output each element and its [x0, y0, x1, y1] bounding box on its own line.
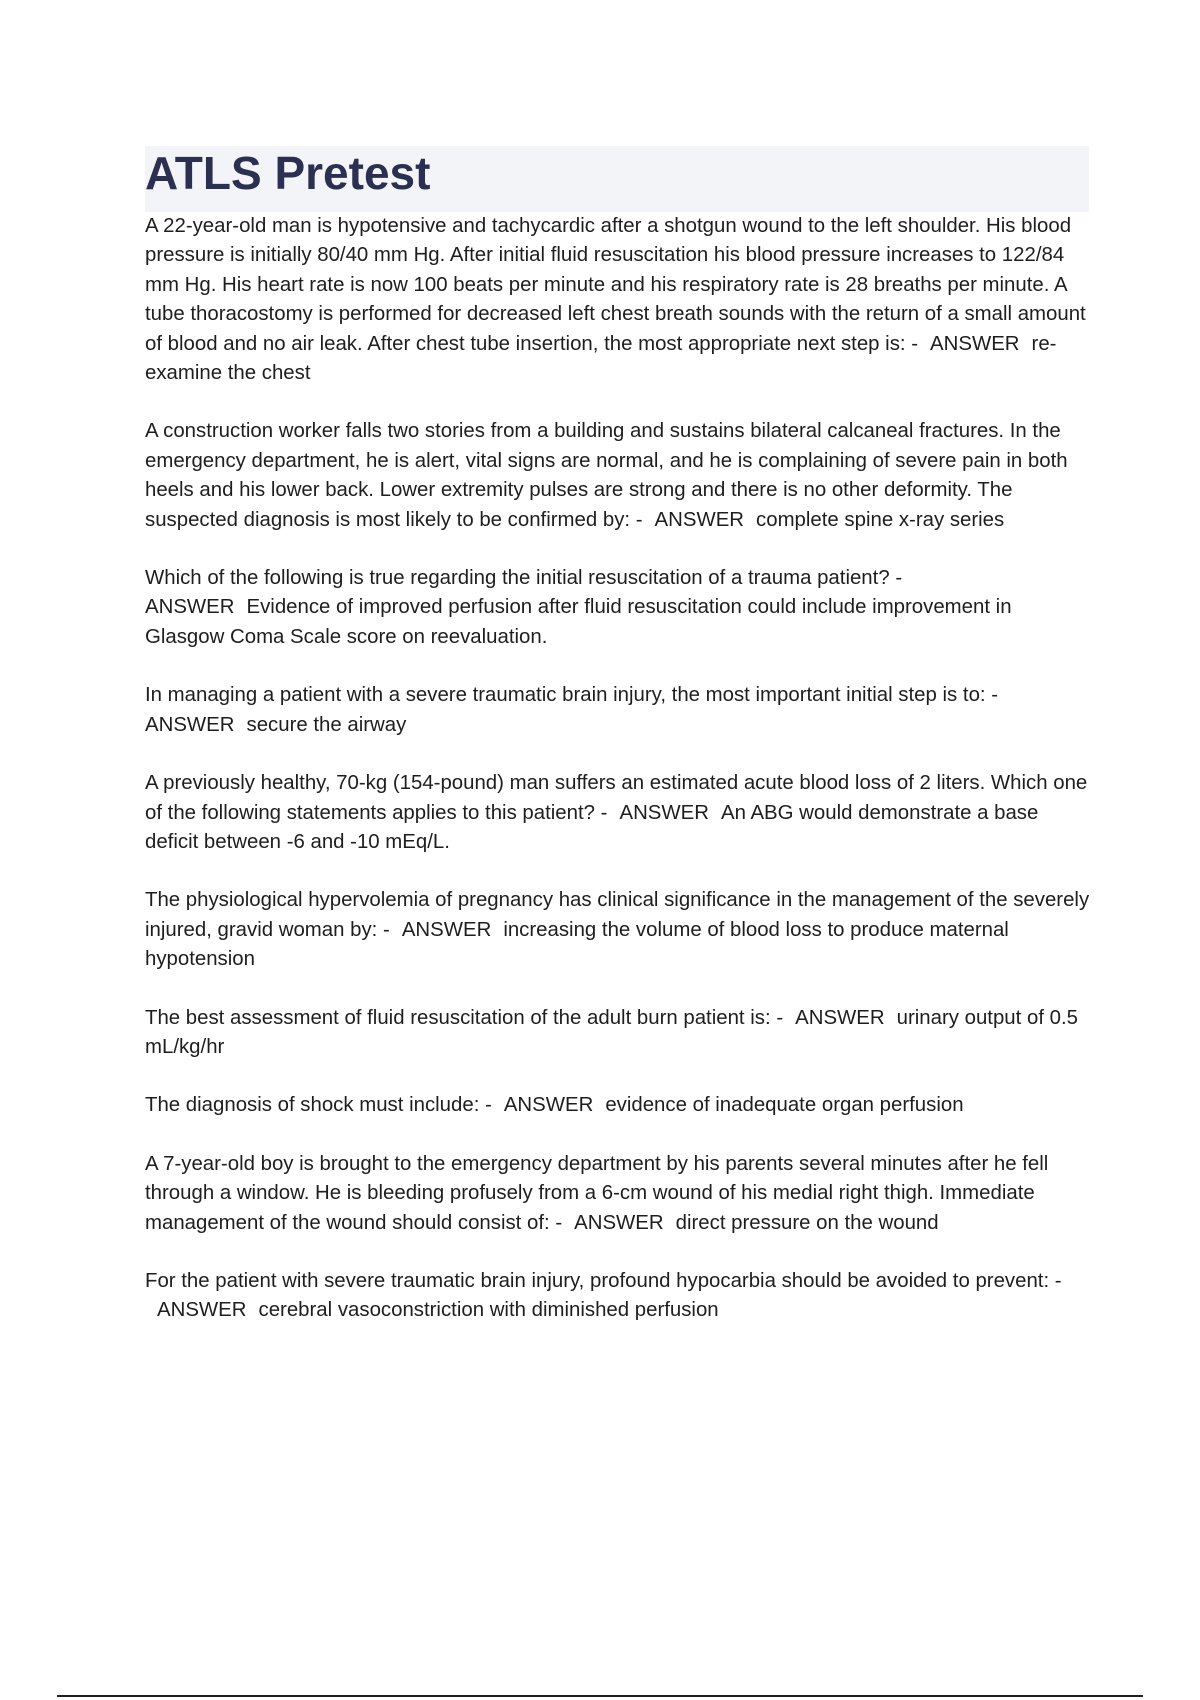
- qa-item: [145, 1267, 1095, 1326]
- document-title: ATLS Pretest: [145, 147, 431, 199]
- qa-question: The best assessment of fluid resuscitation of the adult burn patient is: -: [145, 1006, 784, 1029]
- qa-item: [145, 1150, 1095, 1238]
- qa-list: [145, 212, 1095, 1355]
- answer-label: ANSWER: [145, 713, 235, 736]
- qa-answer: urinary output of 0.5 mL/kg/hr: [145, 1006, 1078, 1058]
- qa-answer: An ABG would demonstrate a base deficit between -6 and -10 mEq/L.: [145, 801, 1039, 853]
- answer-label: ANSWER: [795, 1006, 885, 1029]
- qa-answer: direct pressure on the wound: [675, 1211, 939, 1234]
- qa-item: [145, 212, 1095, 388]
- qa-question: A construction worker falls two stories from a building and sustains bilateral calcaneal fractures. In the emergency department, he is alert, vital signs are normal, and he is complaining of severe pain in both heels and his lower back. Lower extremity pulses are strong and there is no other deformity. The suspected diagnosis is most likely to be confirmed by: -: [145, 420, 1068, 531]
- qa-question: A 22-year-old man is hypotensive and tachycardic after a shotgun wound to the left shoulder. His blood pressure is initially 80/40 mm Hg. After initial fluid resuscitation his blood pressure increases to 122/84 mm Hg. His heart rate is now 100 beats per minute and his respiratory rate is 28 breaths per minute. A tube thoracostomy is performed for decreased left chest breath sounds with the return of a small amount of blood and no air leak. After chest tube insertion, the most appropriate next step is: -: [145, 215, 1086, 355]
- qa-answer: re-examine the chest: [145, 332, 1057, 385]
- answer-label: ANSWER: [157, 1299, 247, 1322]
- answer-label: ANSWER: [654, 508, 745, 531]
- answer-label: ANSWER: [503, 1094, 594, 1117]
- answer-label: ANSWER: [619, 801, 709, 824]
- qa-question: In managing a patient with a severe traumatic brain injury, the most important initial step is to: -: [145, 684, 999, 707]
- qa-item: [145, 1091, 1095, 1120]
- qa-question: For the patient with severe traumatic brain injury, profound hypocarbia should be avoided to prevent: -: [145, 1269, 1062, 1292]
- qa-answer: complete spine x-ray series: [756, 508, 1005, 531]
- qa-item: [145, 769, 1095, 857]
- answer-label: ANSWER: [401, 918, 492, 941]
- qa-answer: increasing the volume of blood loss to produce maternal hypotension: [145, 918, 1009, 971]
- qa-question: Which of the following is true regarding the initial resuscitation of a trauma patient? -: [145, 567, 903, 590]
- answer-label: ANSWER: [145, 596, 235, 619]
- footer-rule: [57, 1695, 1143, 1697]
- qa-item: [145, 1004, 1095, 1063]
- qa-item: [145, 417, 1095, 535]
- qa-item: [145, 886, 1095, 974]
- qa-answer: secure the airway: [246, 713, 407, 736]
- qa-item: [145, 681, 1095, 740]
- answer-label: ANSWER: [574, 1211, 664, 1234]
- qa-item: [145, 564, 1095, 652]
- qa-answer: evidence of inadequate organ perfusion: [605, 1094, 964, 1117]
- qa-question: A previously healthy, 70-kg (154-pound) man suffers an estimated acute blood loss of 2 liters. Which one of the following statements applies to this patient? -: [145, 772, 1088, 824]
- qa-answer: Evidence of improved perfusion after fluid resuscitation could include improvement in Glasgow Coma Scale score on reevaluation.: [145, 596, 1012, 648]
- qa-question: The physiological hypervolemia of pregnancy has clinical significance in the management of the severely injured, gravid woman by: -: [145, 889, 1090, 941]
- qa-answer: cerebral vasoconstriction with diminished perfusion: [258, 1299, 719, 1322]
- qa-question: A 7-year-old boy is brought to the emergency department by his parents several minutes after he fell through a window. He is bleeding profusely from a 6-cm wound of his medial right thigh. Immediate management of the wound should consist of: -: [145, 1152, 1049, 1234]
- qa-question: The diagnosis of shock must include: -: [145, 1094, 492, 1117]
- answer-label: ANSWER: [930, 332, 1020, 355]
